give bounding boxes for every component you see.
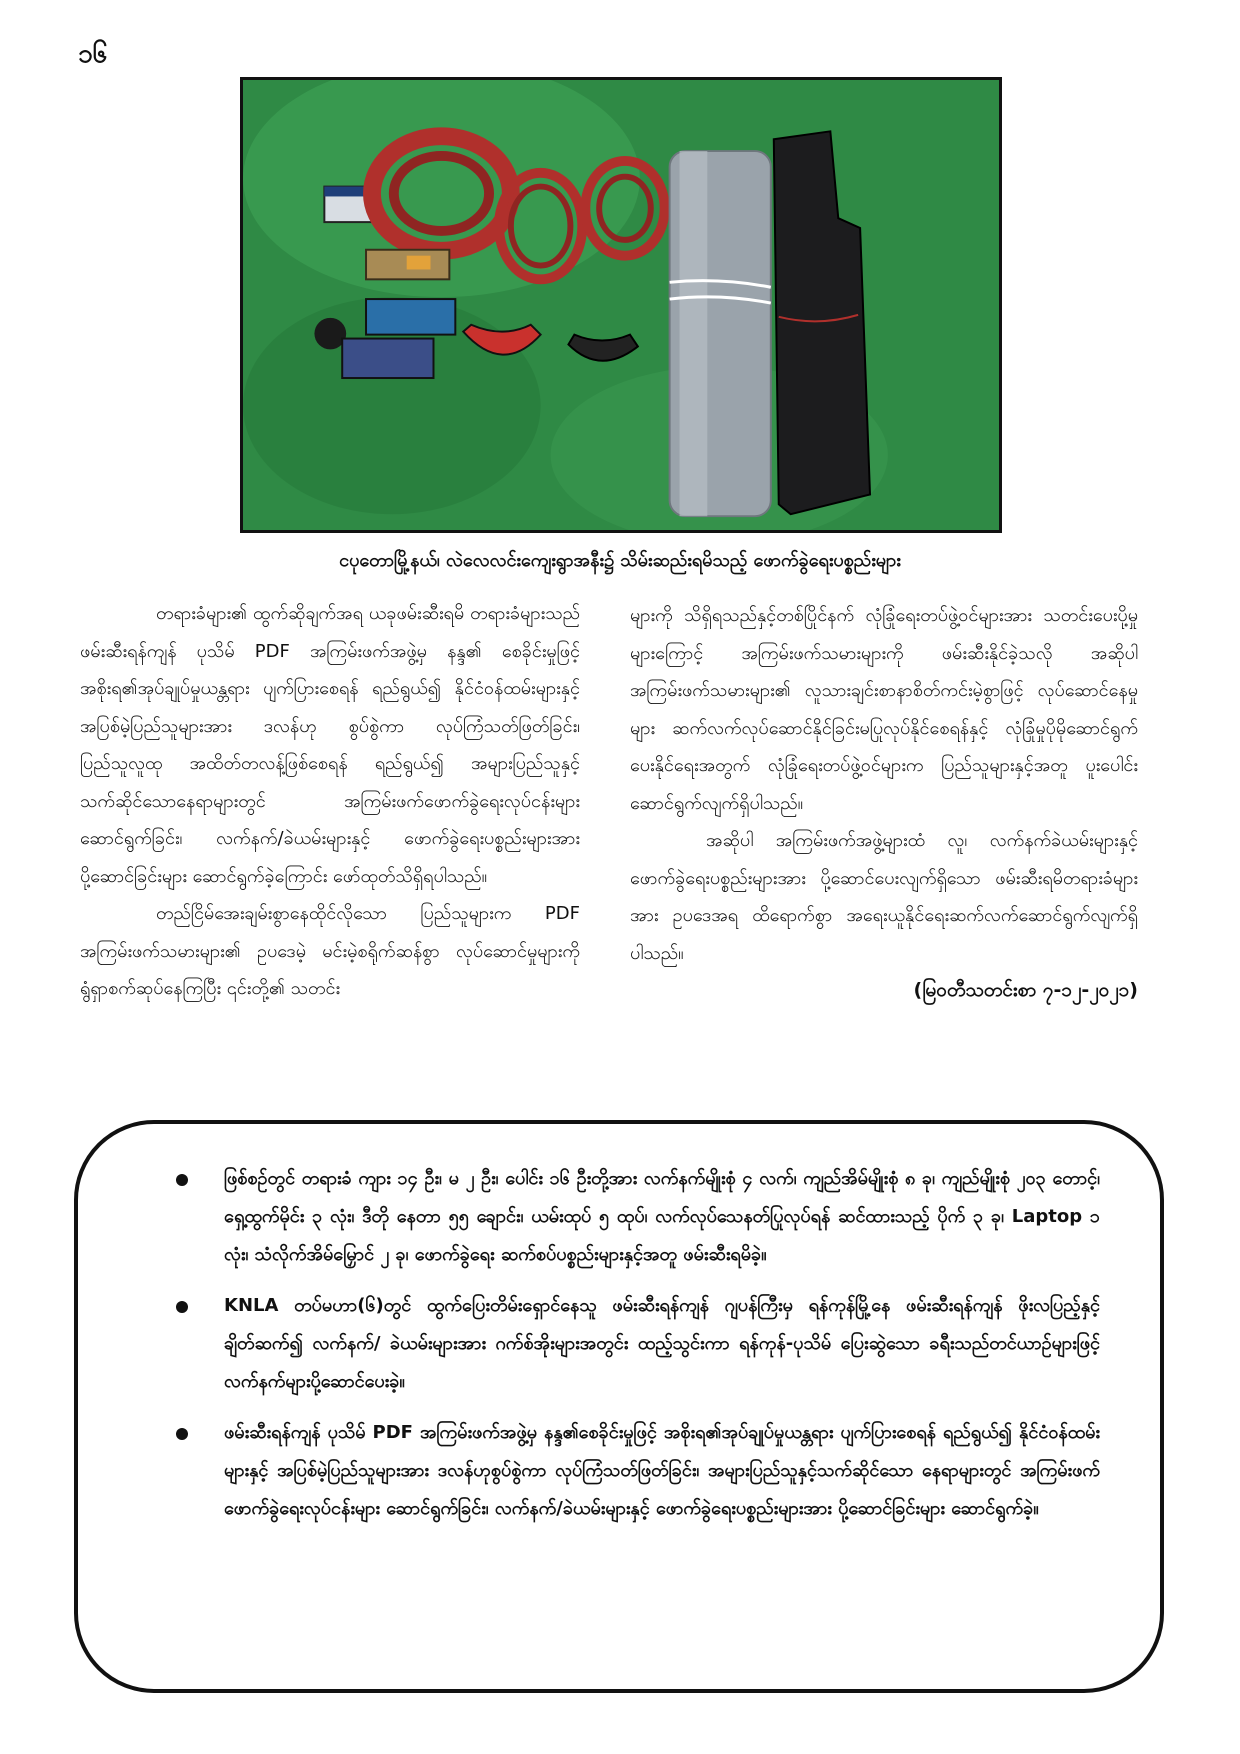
bullet-icon xyxy=(176,1301,188,1313)
summary-list xyxy=(78,1124,1160,1528)
article-paragraph: များကို သိရှိရသည်နှင့်တစ်ပြိုင်နက် လုံခြုံရေးတပ်ဖွဲ့ဝင်များအား သတင်းပေးပို့မှုများကြောင့် အကြမ်းဖက်သမားများကို ဖမ်းဆီးနိုင်ခဲ့သလို အဆိုပါအကြမ်းဖက်သမားများ၏ လူသားချင်းစာနာစိတ်ကင်းမဲ့စွာဖြင့် လုပ်ဆောင်နေမှုများ ဆက်လက်လုပ်ဆောင်နိုင်ခြင်းမပြုလုပ်နိုင်စေရန်နှင့် လုံခြုံမှုပိုမိုဆောင်ရွက်ပေးနိုင်ရေးအတွက် လုံခြုံရေးတပ်ဖွဲ့ဝင်များက ပြည်သူများနှင့်အတူ ပူးပေါင်းဆောင်ရွက်လျက်ရှိပါသည်။ xyxy=(630,605,1138,814)
summary-box xyxy=(74,1120,1164,1693)
article-right-column xyxy=(630,597,1138,1010)
summary-item xyxy=(138,1160,1100,1274)
blue-pouch xyxy=(366,299,455,335)
summary-item xyxy=(138,1287,1100,1401)
article-paragraph: တည်ငြိမ်အေးချမ်းစွာနေထိုင်လိုသော ပြည်သူများက PDF အကြမ်းဖက်သမားများ၏ ဥပဒေမဲ့ မင်းမဲ့စရိုက်ဆန်စွာ လုပ်ဆောင်မှုများကို ရွံရှာစက်ဆုပ်နေကြပြီး ၎င်းတို့၏ သတင်း xyxy=(80,903,580,999)
figure-caption: ငပုတောမြို့နယ်၊ လဲလေလင်းကျေးရွာအနီး၌ သိမ်းဆည်းရမိသည့် ဖောက်ခွဲရေးပစ္စည်းများ xyxy=(339,550,901,571)
summary-item-text: ဖမ်းဆီးရန်ကျန် ပုသိမ် PDF အကြမ်းဖက်အဖွဲ့မှ နန္ဒ၏စေခိုင်းမှုဖြင့် အစိုးရ၏အုပ်ချုပ်မှုယန္တရား ပျက်ပြားစေရန် ရည်ရွယ်၍ နိုင်ငံဝန်ထမ်းများနှင့် အပြစ်မဲ့ပြည်သူများအား ဒလန်ဟုစွပ်စွဲကာ လုပ်ကြံသတ်ဖြတ်ခြင်း၊ အများပြည်သူနှင့်သက်ဆိုင်သော နေရာများတွင် အကြမ်းဖက်ဖောက်ခွဲရေးလုပ်ငန်းများ ဆောင်ရွက်ခြင်း၊ လက်နက်/ခဲယမ်းများနှင့် ဖောက်ခွဲရေးပစ္စည်းများအား ပို့ဆောင်ခြင်းများ ဆောင်ရွက်ခဲ့။ xyxy=(224,1422,1100,1519)
bag-of-pellets xyxy=(342,339,433,378)
summary-item xyxy=(138,1414,1100,1528)
article-source: (မြဝတီသတင်းစာ ၇-၁၂-၂၀၂၁) xyxy=(913,979,1138,1001)
seized-items-illustration xyxy=(243,80,999,530)
summary-item-text: KNLA တပ်မဟာ(၆)တွင် ထွက်ပြေးတိမ်းရှောင်နေသူ ဖမ်းဆီးရန်ကျန် ဂျပန်ကြီးမှ ရန်ကုန်မြို့နေ ဖမ်းဆီးရန်ကျန် ဖိုးလပြည့်နှင့် ချိတ်ဆက်၍ လက်နက်/ ခဲယမ်းများအား ဂက်စ်အိုးများအတွင်း ထည့်သွင်းကာ ရန်ကုန်-ပုသိမ် ပြေးဆွဲသော ခရီးသည်တင်ယာဉ်များဖြင့် လက်နက်များပို့ဆောင်ပေးခဲ့။ xyxy=(224,1295,1100,1392)
article-paragraph: တရားခံများ၏ ထွက်ဆိုချက်အရ ယခုဖမ်းဆီးရမိ တရားခံများသည် ဖမ်းဆီးရန်ကျန် ပုသိမ် PDF အကြမ်းဖက်အဖွဲ့မှ နန္ဒ၏ စေခိုင်းမှုဖြင့် အစိုးရ၏အုပ်ချုပ်မှုယန္တရား ပျက်ပြားစေရန် ရည်ရွယ်၍ နိုင်ငံဝန်ထမ်းများနှင့် အပြစ်မဲ့ပြည်သူများအား ဒလန်ဟု စွပ်စွဲကာ လုပ်ကြံသတ်ဖြတ်ခြင်း၊ ပြည်သူလူထု အထိတ်တလန့်ဖြစ်စေရန် ရည်ရွယ်၍ အများပြည်သူနှင့် သက်ဆိုင်သောနေရာများတွင် အကြမ်းဖက်ဖောက်ခွဲရေးလုပ်ငန်းများ ဆောင်ရွက်ခြင်း၊ လက်နက်/ခဲယမ်းများနှင့် ဖောက်ခွဲရေးပစ္စည်းများအား ပို့ဆောင်ခြင်းများ ဆောင်ရွက်ခဲ့ကြောင်း ဖော်ထုတ်သိရှိရပါသည်။ xyxy=(80,603,580,887)
seized-items-photo xyxy=(240,77,1002,533)
article-paragraph: အဆိုပါ အကြမ်းဖက်အဖွဲ့များထံ လူ၊ လက်နက်ခဲယမ်းများနှင့် ဖောက်ခွဲရေးပစ္စည်းများအား ပို့ဆောင်ပေးလျက်ရှိသော ဖမ်းဆီးရမိတရားခံများအား ဥပဒေအရ ထိရောက်စွာ အရေးယူနိုင်ရေးဆက်လက်ဆောင်ရွက်လျက်ရှိပါသည်။ xyxy=(630,830,1138,964)
bullet-icon xyxy=(176,1428,188,1440)
article-left-column xyxy=(80,595,580,1008)
bullet-icon xyxy=(176,1174,188,1186)
summary-item-text: ဖြစ်စဉ်တွင် တရားခံ ကျား ၁၄ ဦး၊ မ ၂ ဦး၊ ပေါင်း ၁၆ ဦးတို့အား လက်နက်မျိုးစုံ ၄ လက်၊ ကျည်အိမ်မျိုးစုံ ၈ ခု၊ ကျည်မျိုးစုံ ၂၀၃ တောင့်၊ ရှေ့ထွက်မိုင်း ၃ လုံး၊ ဒီတို နေတာ ၅၅ ချောင်း၊ ယမ်းထုပ် ၅ ထုပ်၊ လက်လုပ်သေနတ်ပြုလုပ်ရန် ဆင်ထားသည့် ပိုက် ၃ ခု၊ Laptop ၁ လုံး၊ သံလိုက်အိမ်မြှောင် ၂ ခု၊ ဖောက်ခွဲရေး ဆက်စပ်ပစ္စည်းများနှင့်အတူ ဖမ်းဆီးရမိခဲ့။ xyxy=(224,1168,1100,1265)
page-number: ၁၆ xyxy=(78,39,108,69)
